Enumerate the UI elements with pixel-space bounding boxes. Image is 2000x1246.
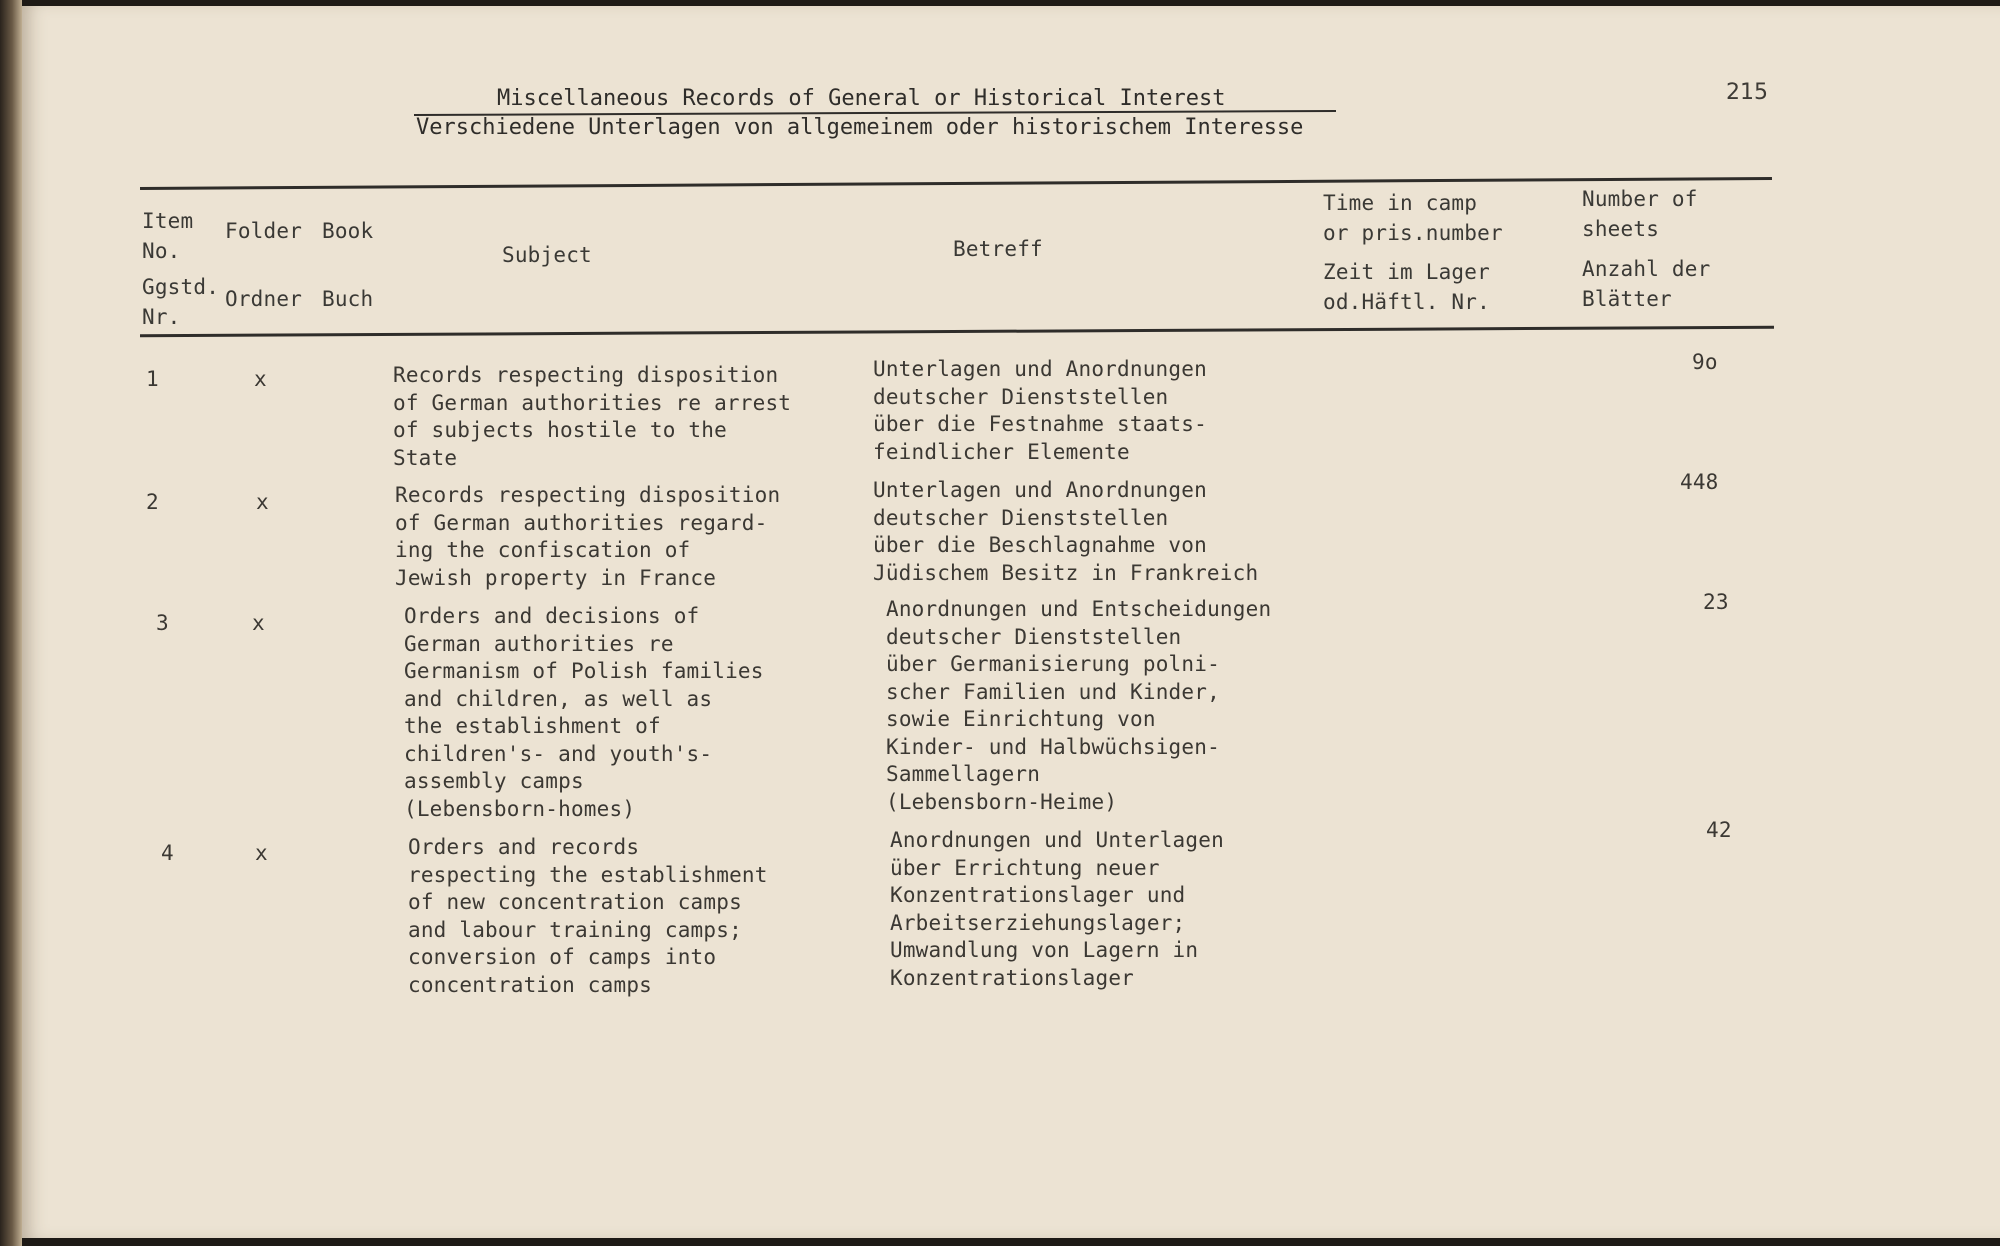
row-2-item: 2 <box>146 490 159 514</box>
row-2-folder: x <box>256 490 269 514</box>
header-item-de: Ggstd. Nr. <box>142 275 220 329</box>
header-folder-de: Ordner <box>225 287 303 311</box>
header-time-en: Time in camp or pris.number <box>1323 191 1503 245</box>
row-1-item: 1 <box>146 367 159 391</box>
row-3-betreff: Anordnungen und Entscheidungen deutscher Dienststellen über Germanisierung polni- scher Familien und Kinder, sowie Einrichtung von Kinder- und Halbwüchsigen- Sammellagern (Lebensborn-Heime) <box>886 597 1272 814</box>
book-spine <box>0 0 22 1246</box>
header-sheets-en: Number of sheets <box>1582 187 1698 241</box>
row-4-betreff: Anordnungen und Unterlagen über Errichtung neuer Konzentrationslager und Arbeitserziehungslager; Umwandlung von Lagern in Konzentrationslager <box>890 828 1224 990</box>
row-3-folder: x <box>252 611 265 635</box>
row-1-betreff: Unterlagen und Anordnungen deutscher Dienststellen über die Festnahme staats- feindlicher Elemente <box>873 357 1207 464</box>
row-1-subject: Records respecting disposition of German authorities re arrest of subjects hostile to the State <box>393 363 792 470</box>
row-3-subject: Orders and decisions of German authorities re Germanism of Polish families and children, as well as the establishment of children's- and youth's- assembly camps (Lebensborn-homes) <box>404 604 764 821</box>
header-time-de: Zeit im Lager od.Häftl. Nr. <box>1323 260 1490 314</box>
row-1-sheets: 9o <box>1692 350 1718 374</box>
title-de: Verschiedene Unterlagen von allgemeinem oder historischem Interesse <box>416 115 1304 140</box>
row-4-sheets: 42 <box>1706 818 1732 842</box>
header-folder-en: Folder <box>225 219 303 243</box>
row-2-betreff: Unterlagen und Anordnungen deutscher Dienststellen über die Beschlagnahme von Jüdischem Besitz in Frankreich <box>873 478 1259 585</box>
row-2-subject: Records respecting disposition of German authorities regard- ing the confiscation of Jewish property in France <box>395 483 781 590</box>
row-4-folder: x <box>255 841 268 865</box>
row-2-sheets: 448 <box>1680 470 1719 494</box>
header-sheets-de: Anzahl der Blätter <box>1582 257 1711 311</box>
page-number: 215 <box>1726 80 1768 105</box>
row-4-item: 4 <box>161 841 174 865</box>
row-3-item: 3 <box>156 611 169 635</box>
header-betreff: Betreff <box>953 237 1043 261</box>
row-4-subject: Orders and records respecting the establishment of new concentration camps and labour training camps; conversion of camps into concentration camps <box>408 835 768 997</box>
header-book-en: Book <box>322 219 374 243</box>
row-3-sheets: 23 <box>1703 590 1729 614</box>
row-1-folder: x <box>254 367 267 391</box>
title-en: Miscellaneous Records of General or Historical Interest <box>497 86 1226 111</box>
header-subject: Subject <box>502 243 592 267</box>
header-item-en: Item No. <box>142 209 194 263</box>
header-book-de: Buch <box>322 287 374 311</box>
